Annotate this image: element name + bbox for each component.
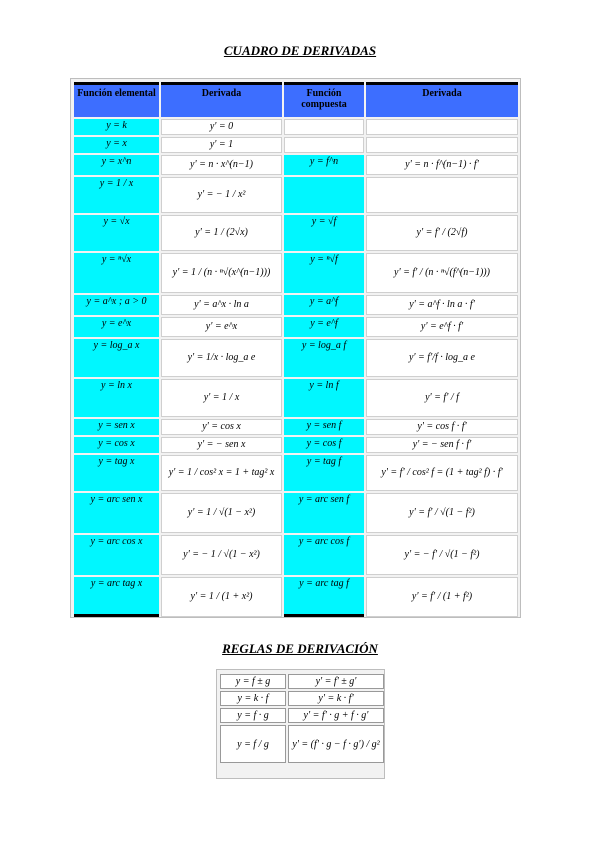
- header-derivada-compuesta: Derivada: [366, 82, 518, 117]
- derivative-cell: y' = cos x: [161, 419, 282, 435]
- derivative-cell: y' = 1: [161, 137, 282, 153]
- table-header: [74, 82, 518, 117]
- composite-function-cell: y = log_a f: [284, 339, 364, 377]
- derivative-cell: y' = 1 / x: [161, 379, 282, 417]
- table-row: [74, 419, 518, 435]
- derivative-cell: y' = a^x · ln a: [161, 295, 282, 315]
- table-row: [74, 119, 518, 135]
- elementary-function-cell: y = ⁿ√x: [74, 253, 159, 293]
- table-row: [74, 137, 518, 153]
- elementary-function-cell: y = arc sen x: [74, 493, 159, 533]
- derivative-cell: y' = 1 / (n · ⁿ√(x^(n−1))): [161, 253, 282, 293]
- table-row: [74, 577, 518, 617]
- composite-function-cell: y = arc sen f: [284, 493, 364, 533]
- composite-function-cell: y = cos f: [284, 437, 364, 453]
- elementary-function-cell: y = e^x: [74, 317, 159, 337]
- composite-function-cell: [284, 119, 364, 135]
- composite-derivative-cell: y' = f' / (2√f): [366, 215, 518, 251]
- header-derivada: Derivada: [161, 82, 282, 117]
- rules-table: [218, 672, 386, 765]
- composite-derivative-cell: y' = e^f · f': [366, 317, 518, 337]
- rule-function-cell: y = f ± g: [220, 674, 286, 689]
- table-row: [74, 379, 518, 417]
- table-row: [74, 215, 518, 251]
- rules-row: [220, 708, 384, 723]
- composite-derivative-cell: y' = f' / (1 + f²): [366, 577, 518, 617]
- composite-function-cell: y = f^n: [284, 155, 364, 175]
- table-row: [74, 317, 518, 337]
- composite-derivative-cell: y' = f' / f: [366, 379, 518, 417]
- rules-row: [220, 674, 384, 689]
- derivative-cell: y' = 1 / cos² x = 1 + tag² x: [161, 455, 282, 491]
- elementary-function-cell: y = cos x: [74, 437, 159, 453]
- table-row: [74, 295, 518, 315]
- rule-derivative-cell: y' = f' ± g': [288, 674, 384, 689]
- composite-function-cell: y = tag f: [284, 455, 364, 491]
- rules-row: [220, 725, 384, 763]
- composite-function-cell: [284, 137, 364, 153]
- composite-derivative-cell: y' = a^f · ln a · f': [366, 295, 518, 315]
- composite-derivative-cell: y' = f'/f · log_a e: [366, 339, 518, 377]
- derivative-cell: y' = 1 / (2√x): [161, 215, 282, 251]
- composite-derivative-cell: y' = − f' / √(1 − f²): [366, 535, 518, 575]
- elementary-function-cell: y = 1 / x: [74, 177, 159, 213]
- elementary-function-cell: y = arc tag x: [74, 577, 159, 617]
- elementary-function-cell: y = arc cos x: [74, 535, 159, 575]
- rule-function-cell: y = f / g: [220, 725, 286, 763]
- rule-derivative-cell: y' = f' · g + f · g': [288, 708, 384, 723]
- composite-function-cell: y = arc cos f: [284, 535, 364, 575]
- elementary-function-cell: y = ln x: [74, 379, 159, 417]
- rules-title: REGLAS DE DERIVACIÓN: [222, 641, 378, 656]
- elementary-function-cell: y = log_a x: [74, 339, 159, 377]
- composite-derivative-cell: y' = f' / cos² f = (1 + tag² f) · f': [366, 455, 518, 491]
- header-funcion-elemental: Función elemental: [74, 82, 159, 117]
- composite-derivative-cell: [366, 137, 518, 153]
- composite-function-cell: y = a^f: [284, 295, 364, 315]
- elementary-function-cell: y = √x: [74, 215, 159, 251]
- rule-derivative-cell: y' = (f' · g − f · g') / g²: [288, 725, 384, 763]
- composite-derivative-cell: [366, 177, 518, 213]
- table-row: [74, 177, 518, 213]
- derivative-cell: y' = e^x: [161, 317, 282, 337]
- page-title: CUADRO DE DERIVADAS: [223, 43, 377, 58]
- derivative-cell: y' = 1/x · log_a e: [161, 339, 282, 377]
- table-row: [74, 535, 518, 575]
- elementary-function-cell: y = a^x ; a > 0: [74, 295, 159, 315]
- derivative-cell: y' = 1 / √(1 − x²): [161, 493, 282, 533]
- composite-function-cell: y = ln f: [284, 379, 364, 417]
- composite-function-cell: y = sen f: [284, 419, 364, 435]
- derivative-cell: y' = 1 / (1 + x²): [161, 577, 282, 617]
- derivatives-table: [72, 80, 520, 619]
- table-row: [74, 455, 518, 491]
- composite-derivative-cell: y' = − sen f · f': [366, 437, 518, 453]
- elementary-function-cell: y = k: [74, 119, 159, 135]
- composite-function-cell: y = √f: [284, 215, 364, 251]
- table-row: [74, 339, 518, 377]
- composite-function-cell: y = ⁿ√f: [284, 253, 364, 293]
- composite-derivative-cell: y' = f' / √(1 − f²): [366, 493, 518, 533]
- table-row: [74, 437, 518, 453]
- composite-derivative-cell: y' = f' / (n · ⁿ√(f^(n−1))): [366, 253, 518, 293]
- composite-derivative-cell: [366, 119, 518, 135]
- derivative-cell: y' = − sen x: [161, 437, 282, 453]
- elementary-function-cell: y = x: [74, 137, 159, 153]
- elementary-function-cell: y = sen x: [74, 419, 159, 435]
- table-row: [74, 493, 518, 533]
- header-funcion-compuesta: Función compuesta: [284, 82, 364, 117]
- rule-function-cell: y = f · g: [220, 708, 286, 723]
- rules-row: [220, 691, 384, 706]
- derivative-cell: y' = − 1 / √(1 − x²): [161, 535, 282, 575]
- derivative-cell: y' = n · x^(n−1): [161, 155, 282, 175]
- table-row: [74, 155, 518, 175]
- composite-derivative-cell: y' = n · f^(n−1) · f': [366, 155, 518, 175]
- derivative-cell: y' = 0: [161, 119, 282, 135]
- elementary-function-cell: y = x^n: [74, 155, 159, 175]
- elementary-function-cell: y = tag x: [74, 455, 159, 491]
- table-row: [74, 253, 518, 293]
- rule-derivative-cell: y' = k · f': [288, 691, 384, 706]
- composite-function-cell: y = arc tag f: [284, 577, 364, 617]
- rule-function-cell: y = k · f: [220, 691, 286, 706]
- composite-function-cell: y = e^f: [284, 317, 364, 337]
- composite-function-cell: [284, 177, 364, 213]
- derivative-cell: y' = − 1 / x²: [161, 177, 282, 213]
- composite-derivative-cell: y' = cos f · f': [366, 419, 518, 435]
